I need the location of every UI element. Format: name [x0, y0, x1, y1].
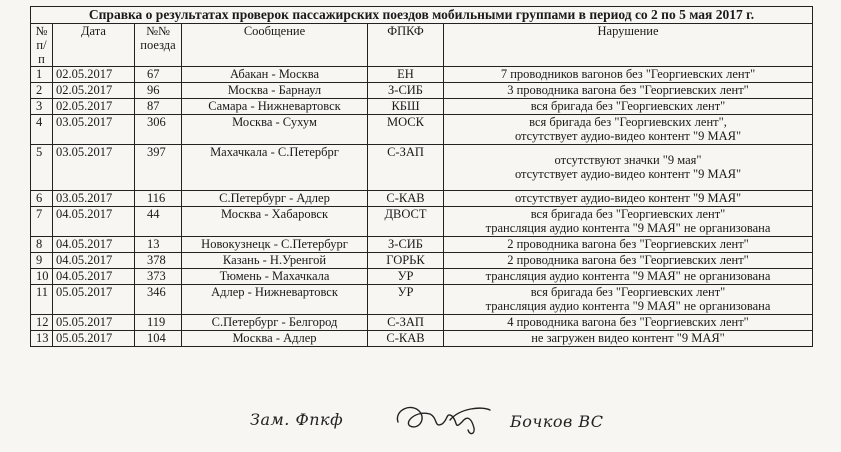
- row-number: 6: [31, 191, 53, 207]
- row-train-number: 346: [135, 285, 182, 315]
- header-date: Дата: [53, 24, 135, 67]
- row-number: 2: [31, 83, 53, 99]
- row-route: Москва - Барнаул: [182, 83, 368, 99]
- violation-line: 2 проводника вагона без "Георгиевских лент": [507, 237, 749, 251]
- row-violation: [444, 207, 813, 237]
- table-row: [31, 191, 813, 207]
- row-number: 9: [31, 253, 53, 269]
- table-row: [31, 269, 813, 285]
- row-fpkf: С-КАВ: [368, 191, 444, 207]
- violation-line: 4 проводника вагона без "Георгиевских лент": [507, 315, 749, 329]
- row-date: 04.05.2017: [53, 253, 135, 269]
- row-train-number: 96: [135, 83, 182, 99]
- row-violation: [444, 99, 813, 115]
- row-violation: [444, 191, 813, 207]
- row-violation: [444, 115, 813, 145]
- row-violation: [444, 315, 813, 331]
- row-route: Абакан - Москва: [182, 67, 368, 83]
- row-number: 13: [31, 331, 53, 347]
- violation-line: отсутствуют значки "9 мая": [554, 153, 702, 167]
- row-date: 05.05.2017: [53, 285, 135, 315]
- inspection-table: [30, 6, 813, 347]
- row-violation: [444, 67, 813, 83]
- row-violation: [444, 331, 813, 347]
- violation-line: вся бригада без "Георгиевских лент",: [529, 115, 727, 129]
- row-fpkf: КБШ: [368, 99, 444, 115]
- row-train-number: 373: [135, 269, 182, 285]
- row-fpkf: УР: [368, 269, 444, 285]
- row-route: С.Петербург - Белгород: [182, 315, 368, 331]
- header-n: № п/п: [31, 24, 53, 67]
- row-number: 3: [31, 99, 53, 115]
- violation-line: трансляция аудио контента "9 МАЯ" не организована: [485, 269, 771, 283]
- row-route: С.Петербург - Адлер: [182, 191, 368, 207]
- row-date: 02.05.2017: [53, 67, 135, 83]
- row-train-number: 116: [135, 191, 182, 207]
- violation-line: вся бригада без "Георгиевских лент": [530, 207, 726, 221]
- row-route: Москва - Адлер: [182, 331, 368, 347]
- row-fpkf: З-СИБ: [368, 237, 444, 253]
- row-violation: [444, 83, 813, 99]
- row-train-number: 104: [135, 331, 182, 347]
- row-train-number: 119: [135, 315, 182, 331]
- row-date: 03.05.2017: [53, 145, 135, 191]
- header-violation: Нарушение: [444, 24, 813, 67]
- row-train-number: 378: [135, 253, 182, 269]
- row-number: 11: [31, 285, 53, 315]
- table-body: [31, 67, 813, 347]
- table-row: [31, 315, 813, 331]
- document-sheet: [30, 6, 812, 347]
- row-fpkf: ДВОСТ: [368, 207, 444, 237]
- row-date: 03.05.2017: [53, 191, 135, 207]
- violation-line: отсутствует аудио-видео контент "9 МАЯ": [514, 129, 742, 143]
- row-route: Новокузнецк - С.Петербург: [182, 237, 368, 253]
- signature-name: Бочков ВС: [510, 412, 604, 431]
- header-route: Сообщение: [182, 24, 368, 67]
- table-row: [31, 99, 813, 115]
- table-row: [31, 237, 813, 253]
- row-number: 7: [31, 207, 53, 237]
- table-row: [31, 145, 813, 191]
- table-row: [31, 115, 813, 145]
- row-date: 04.05.2017: [53, 207, 135, 237]
- row-train-number: 306: [135, 115, 182, 145]
- row-violation: [444, 285, 813, 315]
- row-number: 10: [31, 269, 53, 285]
- violation-line: не загружен видео контент "9 МАЯ": [531, 331, 725, 345]
- table-row: [31, 285, 813, 315]
- violation-line: 2 проводника вагона без "Георгиевских лент": [507, 253, 749, 267]
- row-date: 03.05.2017: [53, 115, 135, 145]
- row-number: 8: [31, 237, 53, 253]
- row-date: 04.05.2017: [53, 269, 135, 285]
- row-route: Махачкала - С.Петербрг: [182, 145, 368, 191]
- row-violation: [444, 253, 813, 269]
- table-row: [31, 253, 813, 269]
- row-train-number: 13: [135, 237, 182, 253]
- row-violation: [444, 269, 813, 285]
- row-date: 02.05.2017: [53, 83, 135, 99]
- row-date: 02.05.2017: [53, 99, 135, 115]
- row-train-number: 87: [135, 99, 182, 115]
- row-number: 5: [31, 145, 53, 191]
- violation-line: вся бригада без "Георгиевских лент": [530, 285, 726, 299]
- header-fpkf: ФПКФ: [368, 24, 444, 67]
- row-route: Тюмень - Махачкала: [182, 269, 368, 285]
- row-train-number: 67: [135, 67, 182, 83]
- handwritten-signature-icon: [390, 400, 500, 440]
- row-fpkf: З-СИБ: [368, 83, 444, 99]
- violation-line: 7 проводников вагонов без "Георгиевских лент": [500, 67, 756, 81]
- row-violation: [444, 237, 813, 253]
- row-fpkf: ЕН: [368, 67, 444, 83]
- row-fpkf: УР: [368, 285, 444, 315]
- row-fpkf: С-ЗАП: [368, 145, 444, 191]
- violation-line: трансляция аудио контента "9 МАЯ" не организована: [485, 221, 771, 235]
- violation-line: отсутствует аудио-видео контент "9 МАЯ": [514, 191, 742, 205]
- row-route: Москва - Сухум: [182, 115, 368, 145]
- row-date: 05.05.2017: [53, 331, 135, 347]
- row-fpkf: ГОРЬК: [368, 253, 444, 269]
- row-route: Самара - Нижневартовск: [182, 99, 368, 115]
- row-fpkf: МОСК: [368, 115, 444, 145]
- signature-position: Зам. Фпкф: [250, 410, 344, 429]
- table-row: [31, 67, 813, 83]
- row-train-number: 44: [135, 207, 182, 237]
- signature-block: [250, 400, 610, 440]
- row-violation: [444, 145, 813, 191]
- row-route: Москва - Хабаровск: [182, 207, 368, 237]
- row-fpkf: С-ЗАП: [368, 315, 444, 331]
- row-route: Адлер - Нижневартовск: [182, 285, 368, 315]
- table-row: [31, 83, 813, 99]
- violation-line: 3 проводника вагона без "Георгиевских лент": [507, 83, 749, 97]
- row-number: 4: [31, 115, 53, 145]
- document-title: Справка о результатах проверок пассажирских поездов мобильными группами в период со 2 по 5 мая 2017 г.: [31, 7, 813, 24]
- header-train: №№ поезда: [135, 24, 182, 67]
- violation-line: вся бригада без "Георгиевских лент": [530, 99, 726, 113]
- row-fpkf: С-КАВ: [368, 331, 444, 347]
- violation-line: отсутствует аудио-видео контент "9 МАЯ": [514, 167, 742, 181]
- row-date: 04.05.2017: [53, 237, 135, 253]
- row-date: 05.05.2017: [53, 315, 135, 331]
- row-number: 1: [31, 67, 53, 83]
- row-route: Казань - Н.Уренгой: [182, 253, 368, 269]
- row-number: 12: [31, 315, 53, 331]
- violation-line: трансляция аудио контента "9 МАЯ" не организована: [485, 299, 771, 313]
- table-row: [31, 331, 813, 347]
- row-train-number: 397: [135, 145, 182, 191]
- table-row: [31, 207, 813, 237]
